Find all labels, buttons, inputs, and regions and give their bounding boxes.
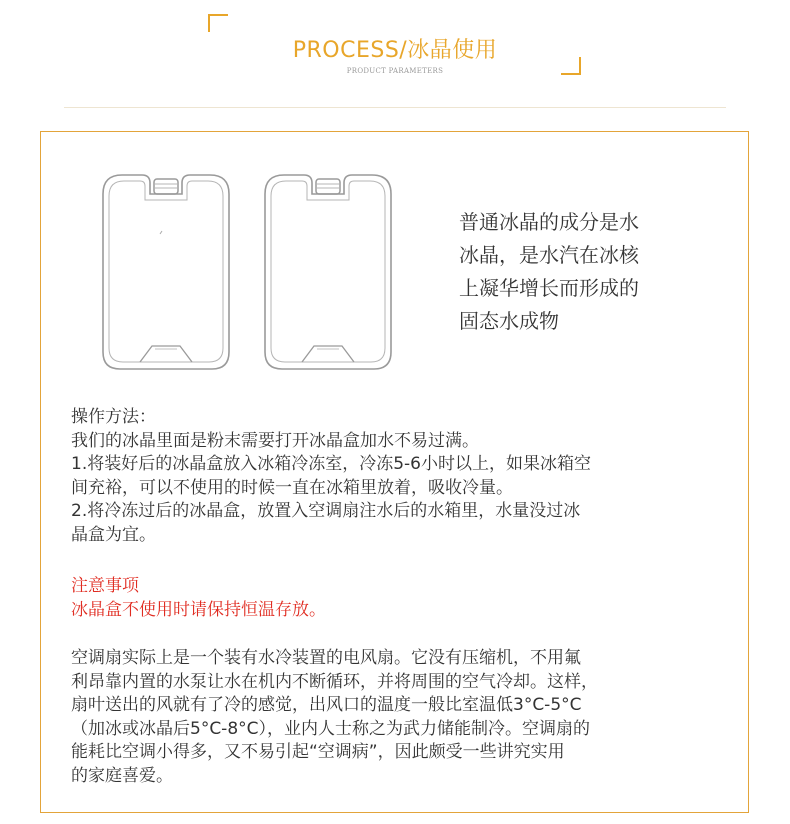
operation-line: 晶盒为宜。 <box>71 524 156 545</box>
body-line: 扇叶送出的风就有了冷的感觉，出风口的温度一般比室温低3°C-5°C <box>71 695 582 716</box>
operation-line: 间充裕，可以不使用的时候一直在冰箱里放着，吸收冷量。 <box>71 477 513 498</box>
operation-line: 2.将冷冻过后的冰晶盒，放置入空调扇注水后的水箱里，水量没过冰 <box>71 501 581 522</box>
description-line: 冰晶，是水汽在冰核 <box>459 243 639 267</box>
header-divider <box>64 107 726 108</box>
section-title: PROCESS/冰晶使用 <box>292 38 498 63</box>
corner-bracket-top-left <box>208 14 228 32</box>
section-subtitle: PRODUCT PARAMETERS <box>346 67 444 75</box>
operation-line: 我们的冰晶里面是粉末需要打开冰晶盒加水不易过满。 <box>71 430 479 451</box>
body-line: 利昂靠内置的水泵让水在机内不断循环，并将周围的空气冷却。这样， <box>71 671 598 692</box>
ice-pack-icon <box>262 172 394 372</box>
notice-block <box>71 575 731 622</box>
description-line: 普通冰晶的成分是水 <box>459 210 639 234</box>
description-line: 固态水成物 <box>459 309 559 333</box>
air-cooler-description <box>71 647 731 789</box>
body-line: 的家庭喜爱。 <box>71 765 173 786</box>
ice-crystal-description <box>459 206 699 338</box>
operation-heading: 操作方法： <box>71 407 156 427</box>
notice-title: 注意事项 <box>71 576 139 596</box>
notice-text: 冰晶盒不使用时请保持恒温存放。 <box>71 599 326 620</box>
body-line: （加冰或冰晶后5°C-8°C），业内人士称之为武力储能制冷。空调扇的 <box>71 718 591 739</box>
ice-pack-icon <box>100 172 232 372</box>
operation-instructions <box>71 406 731 548</box>
description-line: 上凝华增长而形成的 <box>459 276 639 300</box>
body-line: 空调扇实际上是一个装有水冷装置的电风扇。它没有压缩机，不用氟 <box>71 648 581 668</box>
body-line: 能耗比空调小得多，又不易引起“空调病”，因此颇受一些讲究实用 <box>71 742 565 763</box>
operation-line: 1.将装好后的冰晶盒放入冰箱冷冻室，冷冻5-6小时以上，如果冰箱空 <box>71 454 591 475</box>
